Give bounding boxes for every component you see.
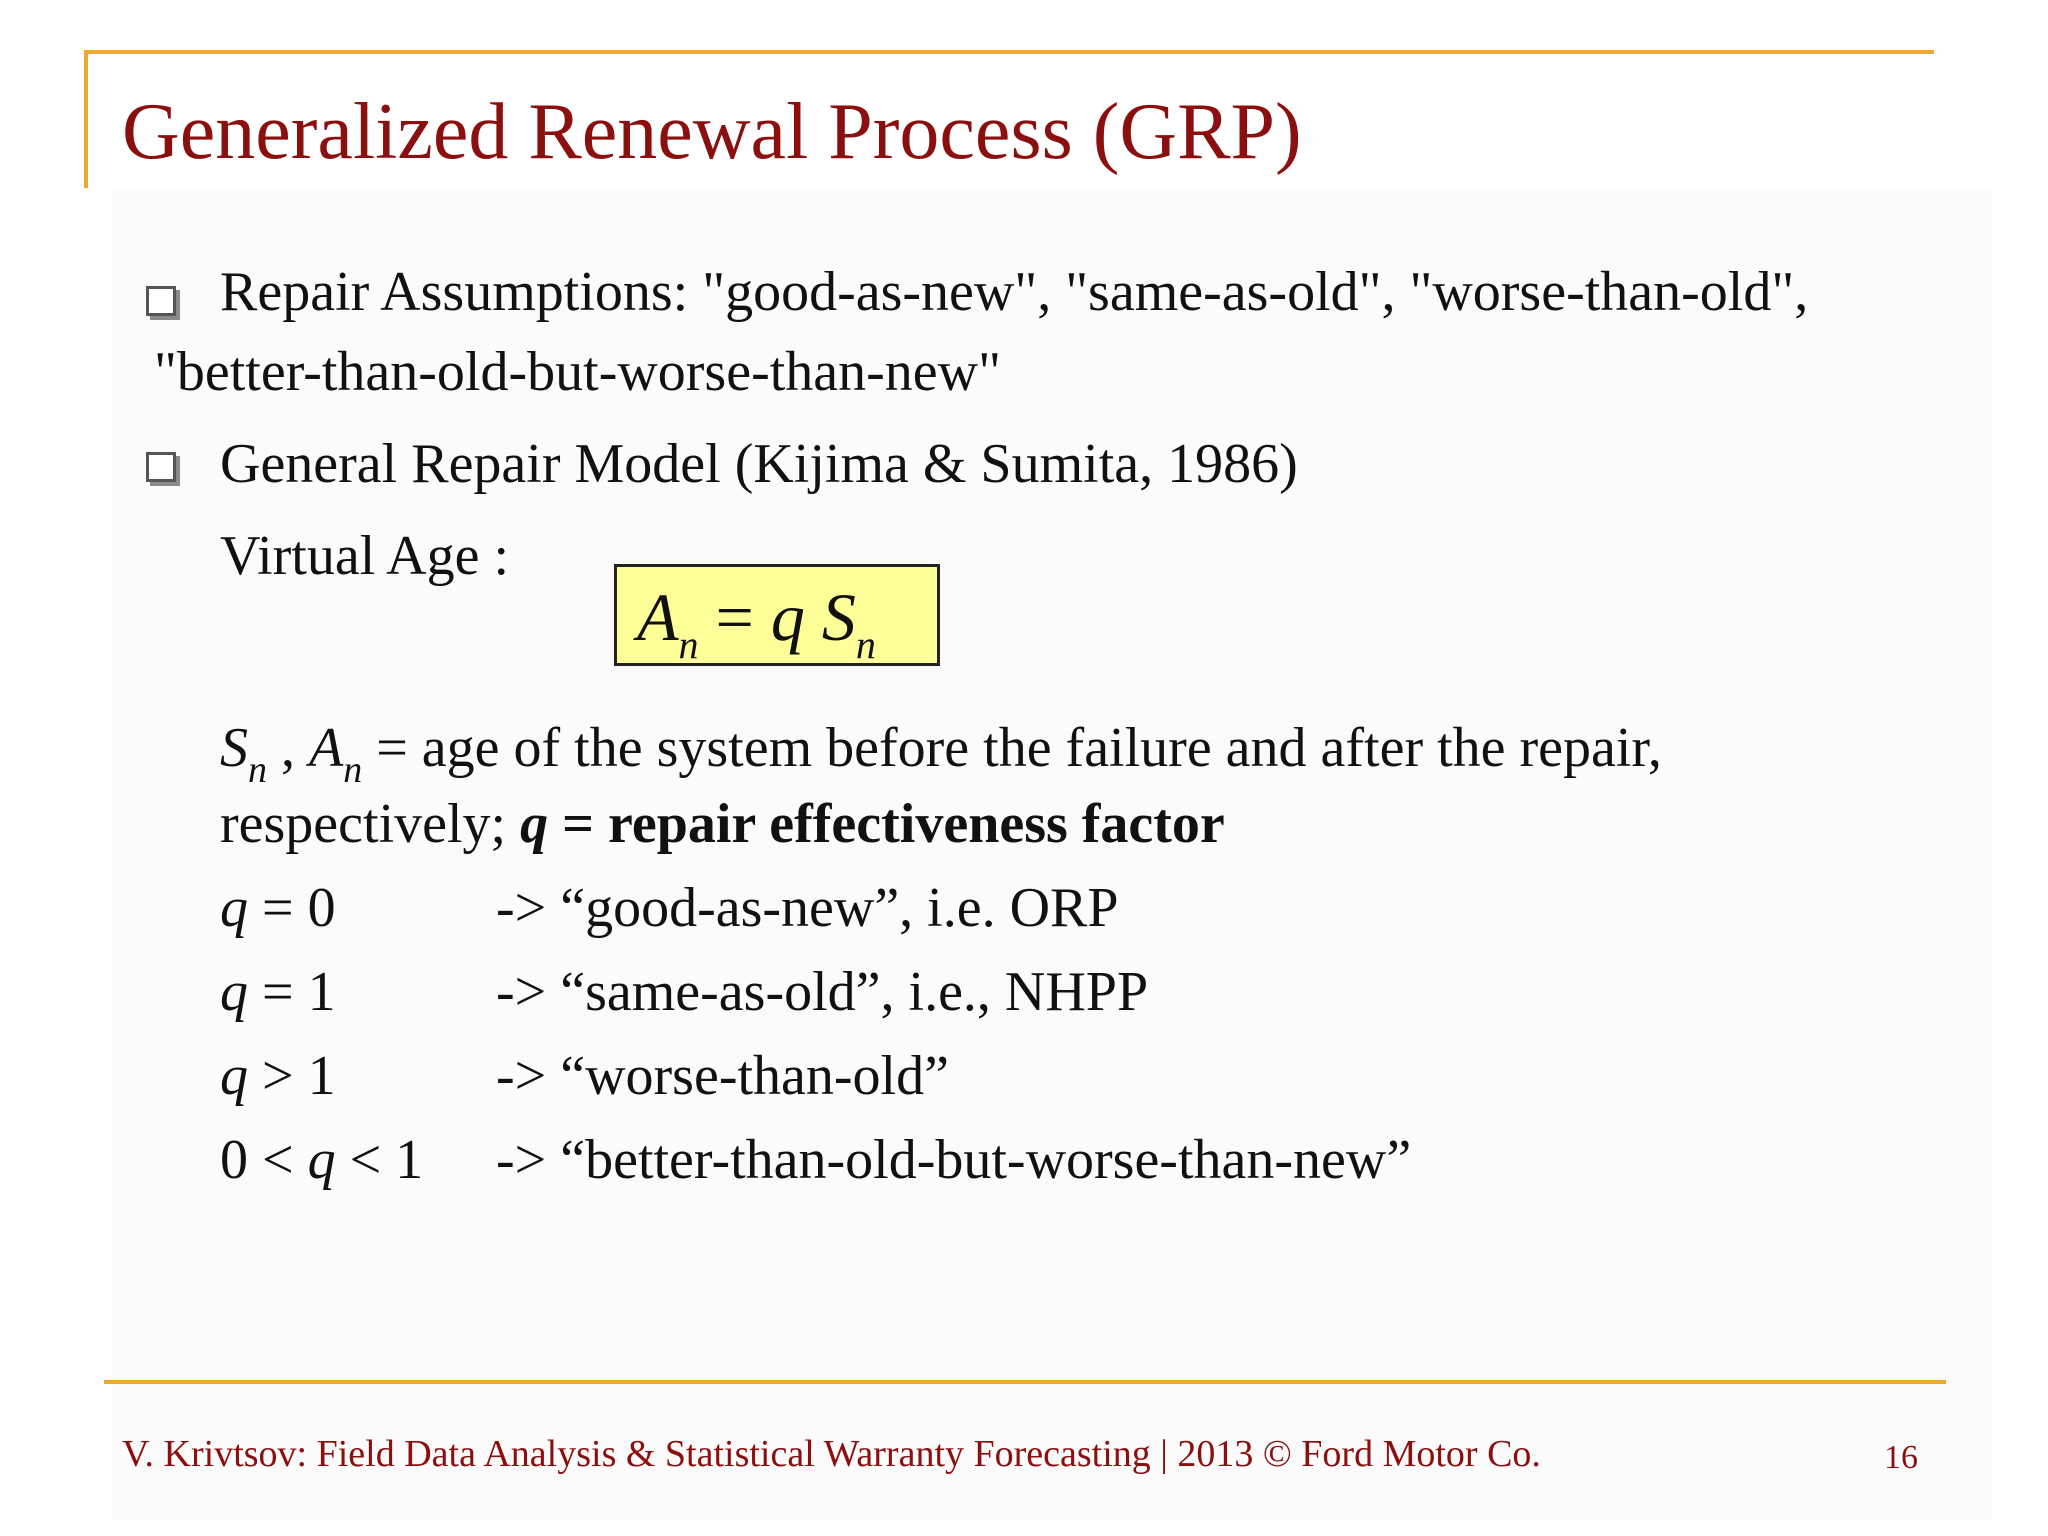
formula-coef: q: [770, 579, 805, 655]
case-description: -> “same-as-old”, i.e., NHPP: [496, 961, 1149, 1023]
bullet-square-icon: [146, 286, 176, 316]
case-q-pre: 0 <: [220, 1129, 308, 1191]
footer-rule: [104, 1380, 1946, 1384]
def-bold-q: q: [520, 793, 549, 855]
virtual-age-label: Virtual Age :: [220, 525, 510, 587]
footer-credit: V. Krivtsov: Field Data Analysis & Statistical Warranty Forecasting | 2013 © Ford Motor Co.: [122, 1433, 1541, 1475]
case-q-post: < 1: [335, 1129, 424, 1191]
case-q-value: [220, 1124, 423, 1196]
case-q-var: q: [307, 1129, 336, 1191]
bullet-repair-assumptions-line2: "better-than-old-but-worse-than-new": [154, 341, 1001, 403]
formula-lhs-sub: n: [678, 622, 699, 667]
case-description: -> “worse-than-old”: [496, 1045, 949, 1107]
definition-line1: [220, 712, 1662, 790]
formula-rhs: S: [821, 579, 856, 655]
case-q-var: q: [220, 961, 248, 1023]
case-q-value: [220, 956, 336, 1028]
case-q-post: > 1: [248, 1045, 336, 1107]
case-q-value: [220, 1040, 336, 1112]
def-text: = age of the system before the failure and after the repair,: [362, 717, 1662, 779]
formula-equals: =: [698, 579, 771, 655]
bullet-square-icon: [146, 452, 176, 482]
def-a: A: [309, 717, 344, 779]
def-a-sub: n: [343, 749, 363, 791]
case-q-post: = 0: [248, 877, 336, 939]
title-top-rule: [84, 50, 1934, 54]
title-left-rule: [84, 50, 88, 188]
virtual-age-formula: [614, 564, 940, 666]
formula-rhs-sub: n: [855, 622, 876, 667]
case-q-post: = 1: [248, 961, 336, 1023]
page-number: 16: [1884, 1439, 1918, 1476]
def-line2-prefix: respectively;: [220, 793, 521, 855]
case-q-var: q: [220, 1045, 248, 1107]
bullet-general-repair-model: General Repair Model (Kijima & Sumita, 1986): [220, 433, 1298, 495]
formula-lhs: A: [637, 579, 679, 655]
slide-title: Generalized Renewal Process (GRP): [122, 88, 1302, 176]
bullet-repair-assumptions-line1: Repair Assumptions: "good-as-new", "same-as-old", "worse-than-old",: [220, 261, 1809, 323]
def-sep: ,: [267, 717, 309, 779]
case-q-var: q: [220, 877, 248, 939]
def-bold-rest: = repair effectiveness factor: [548, 793, 1225, 855]
case-description: -> “good-as-new”, i.e. ORP: [496, 877, 1119, 939]
def-s: S: [220, 717, 248, 779]
def-s-sub: n: [248, 749, 267, 791]
definition-line2: [220, 788, 1225, 860]
case-description: -> “better-than-old-but-worse-than-new”: [496, 1129, 1412, 1191]
case-q-value: [220, 872, 336, 944]
